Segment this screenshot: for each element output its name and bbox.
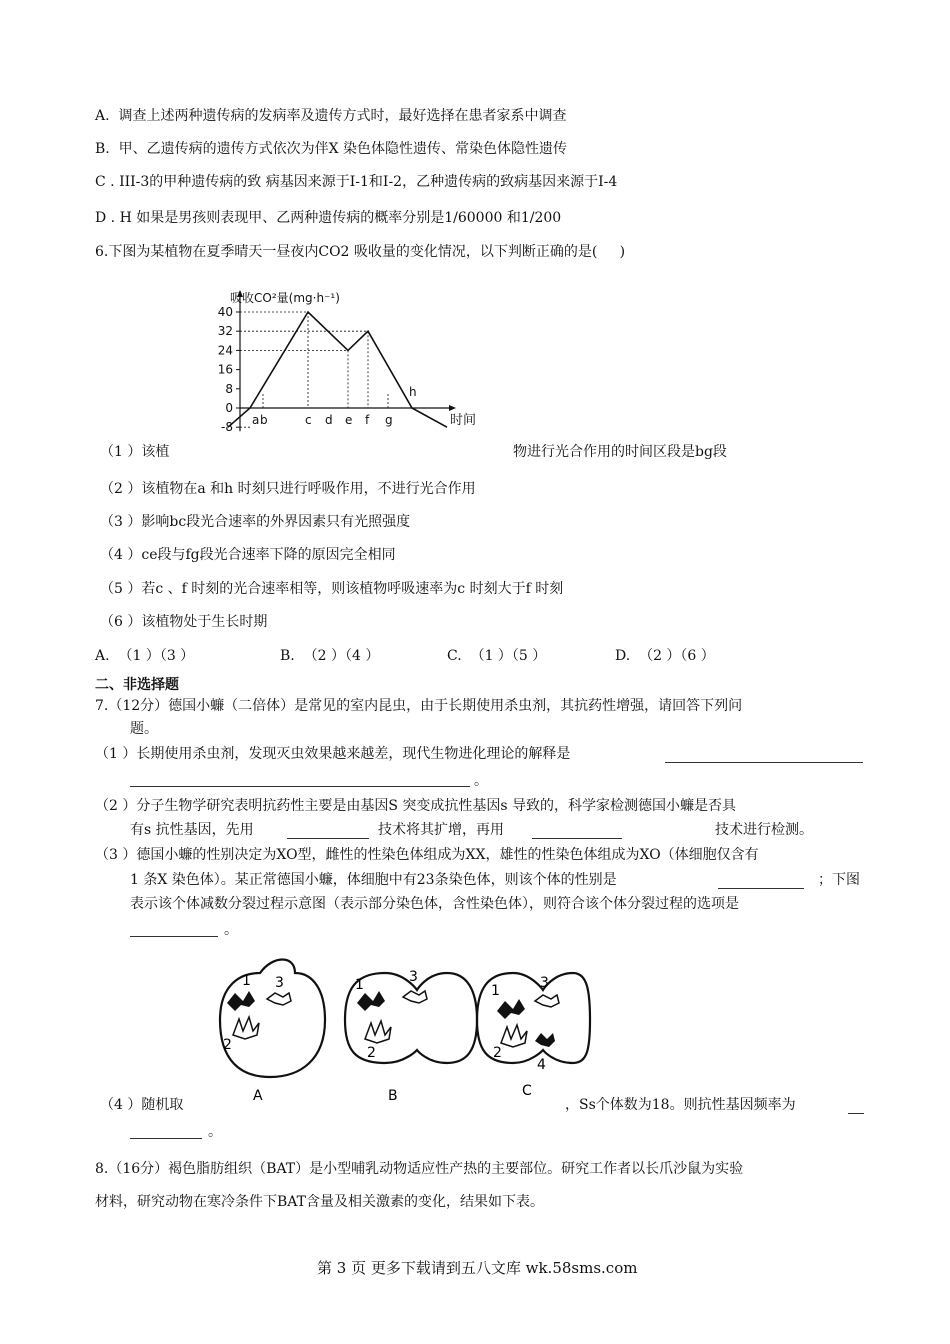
q7-blank-3b[interactable]	[130, 922, 218, 937]
page-footer: 第 3 页 更多下载请到五八文库 wk.58sms.com	[317, 1259, 638, 1277]
q7-part2-b3: 技术进行检测。	[715, 822, 813, 838]
statement-1-tail: 物进行光合作用的时间区段是bg段	[513, 444, 727, 460]
option-b: B. 甲、乙遗传病的遗传方式依次为伴X 染色体隐性遗传、常染色体隐性遗传	[95, 141, 568, 157]
co2-chart	[200, 282, 490, 442]
q7-part3-b1: 1 条X 染色体）。某正常德国小蠊，体细胞中有23条染色体，则该个体的性别是	[130, 872, 617, 888]
co2-curve	[228, 312, 447, 427]
section-heading: 二、非选择题	[95, 677, 179, 693]
cell-c-num-2: 2	[493, 1045, 502, 1061]
y-tick-label-6: -8	[221, 420, 233, 435]
q7-part2-b1: 有s 抗性基因，先用	[130, 822, 254, 838]
q7-stem-2: 题。	[130, 721, 158, 737]
x-mark-g: g	[385, 413, 393, 427]
q7-blank-4a[interactable]	[848, 1099, 864, 1114]
statement-2: （2 ）该植物在a 和h 时刻只进行呼吸作用，不进行光合作用	[100, 481, 476, 497]
statement-1-lead: （1 ）该植	[100, 444, 170, 460]
q7-blank-2b[interactable]	[532, 824, 622, 839]
y-tick-label-2: 24	[217, 343, 233, 358]
cell-b-label: B	[388, 1088, 398, 1104]
cell-c-num-3: 3	[540, 975, 549, 991]
x-mark-d: d	[325, 413, 333, 427]
cell-c-chromosome-2	[501, 1025, 527, 1047]
statement-4: （4 ）ce段与fg段光合速率下降的原因完全相同	[100, 547, 396, 563]
x-mark-h: h	[409, 385, 417, 399]
q7-part1-a: （1 ）长期使用杀虫剂，发现灭虫效果越来越差，现代生物进化理论的解释是	[95, 746, 571, 762]
cell-b-num-1: 1	[355, 977, 364, 993]
cell-a-num-1: 1	[242, 973, 251, 989]
y-tick-label-1: 32	[217, 324, 233, 339]
q7-blank-4b[interactable]	[130, 1124, 202, 1139]
q7-part3-c: 表示该个体减数分裂过程示意图（表示部分染色体，含性染色体），则符合该个体分裂过程的选项是	[130, 896, 739, 912]
x-mark-e: e	[345, 413, 353, 427]
cell-c	[477, 973, 590, 1099]
cell-c-label: C	[522, 1083, 532, 1099]
statement-6: （6 ）该植物处于生长时期	[100, 614, 268, 630]
q7-part4-c: 。	[208, 1124, 222, 1140]
cell-a	[220, 960, 325, 1105]
option-a: A. 调查上述两种遗传病的发病率及遗传方式时，最好选择在患者家系中调查	[95, 108, 567, 124]
q7-blank-1a[interactable]	[665, 748, 863, 763]
meiosis-cells-diagram	[195, 945, 595, 1105]
q7-part3-b2: ；下图	[818, 872, 860, 888]
choice-c: C. （1 ）（5 ）	[447, 648, 547, 664]
q7-part3-d: 。	[224, 922, 238, 938]
statement-3: （3 ）影响bc段光合速率的外界因素只有光照强度	[100, 514, 411, 530]
cell-b-num-2: 2	[367, 1045, 376, 1061]
q7-blank-3a[interactable]	[718, 874, 804, 889]
q7-blank-2a[interactable]	[287, 824, 369, 839]
q7-part4-a: （4 ）随机取	[100, 1097, 184, 1113]
cell-a-chromosome-1	[227, 991, 255, 1011]
cell-b	[345, 969, 477, 1104]
cell-b-chromosome-2	[365, 1021, 391, 1043]
option-d: D . H 如果是男孩则表现甲、乙两种遗传病的概率分别是1/60000 和1/200	[95, 210, 562, 226]
chart-layer	[218, 290, 476, 434]
option-c: C . III-3的甲种遗传病的致 病基因来源于Ⅰ-1和Ⅰ-2，乙种遗传病的致病基因来源于Ⅰ-4	[95, 174, 618, 190]
y-tick-label-5: 0	[225, 401, 233, 415]
choice-d: D. （2 ）（6 ）	[615, 648, 715, 664]
cell-a-num-3: 3	[275, 975, 284, 991]
cell-a-label: A	[253, 1088, 263, 1104]
x-mark-b: b	[260, 413, 268, 427]
cell-b-num-3: 3	[409, 969, 418, 985]
cell-b-chromosome-1	[357, 991, 385, 1011]
y-tick-label-3: 16	[217, 362, 233, 377]
q7-part2-b2: 技术将其扩增，再用	[378, 822, 504, 838]
x-axis-arrow	[449, 405, 456, 411]
question-6-stem: 6.下图为某植物在夏季晴天一昼夜内CO2 吸收量的变化情况，以下判断正确的是( )	[95, 244, 626, 260]
q7-part2-a: （2 ）分子生物学研究表明抗药性主要是由基因S 突变成抗性基因s 导致的，科学家检测德国小蠊是否具	[95, 798, 737, 814]
cell-c-chromosome-4	[535, 1033, 555, 1047]
q7-stem-1: 7.（12分）德国小蠊（二倍体）是常见的室内昆虫，由于长期使用杀虫剂，其抗药性增强，请回答下列问	[95, 698, 743, 714]
statement-5: （5 ）若c 、f 时刻的光合速率相等，则该植物呼吸速率为c 时刻大于f 时刻	[100, 581, 564, 597]
x-mark-c: c	[305, 413, 312, 427]
choice-a: A. （1 ）（3 ）	[95, 648, 195, 664]
cell-a-chromosome-3	[267, 993, 291, 1005]
q7-part3-a: （3 ）德国小蠊的性别决定为XO型，雌性的性染色体组成为XX，雄性的性染色体组成为XO（体细胞仅含有	[95, 847, 759, 863]
y-tick-label-4: 8	[225, 381, 233, 396]
cell-b-chromosome-3	[403, 991, 427, 1003]
cell-c-chromosome-3	[535, 995, 559, 1007]
x-axis-label: 时间	[450, 413, 477, 428]
choice-b: B. （2 ）（4 ）	[280, 648, 380, 664]
q7-part1-b: 。	[474, 773, 488, 789]
cell-a-chromosome-2	[233, 1017, 259, 1039]
x-mark-f: f	[365, 413, 370, 427]
y-axis-label: 吸收CO²量(mg·h⁻¹)	[230, 291, 340, 305]
q8-line-2: 材料，研究动物在寒冷条件下BAT含量及相关激素的变化，结果如下表。	[95, 1194, 544, 1210]
x-mark-a: a	[252, 413, 260, 427]
q7-blank-1b[interactable]	[130, 772, 470, 787]
q8-line-1: 8.（16分）褐色脂肪组织（BAT）是小型哺乳动物适应性产热的主要部位。研究工作者以长爪沙鼠为实验	[95, 1161, 744, 1177]
cell-c-num-1: 1	[491, 983, 500, 999]
q7-part4-b: ，Ss个体数为18。则抗性基因频率为	[565, 1097, 796, 1113]
y-tick-label-0: 40	[217, 305, 233, 319]
cell-a-num-2: 2	[223, 1037, 232, 1053]
cell-c-chromosome-1	[497, 999, 525, 1019]
cell-c-num-4: 4	[537, 1057, 546, 1073]
